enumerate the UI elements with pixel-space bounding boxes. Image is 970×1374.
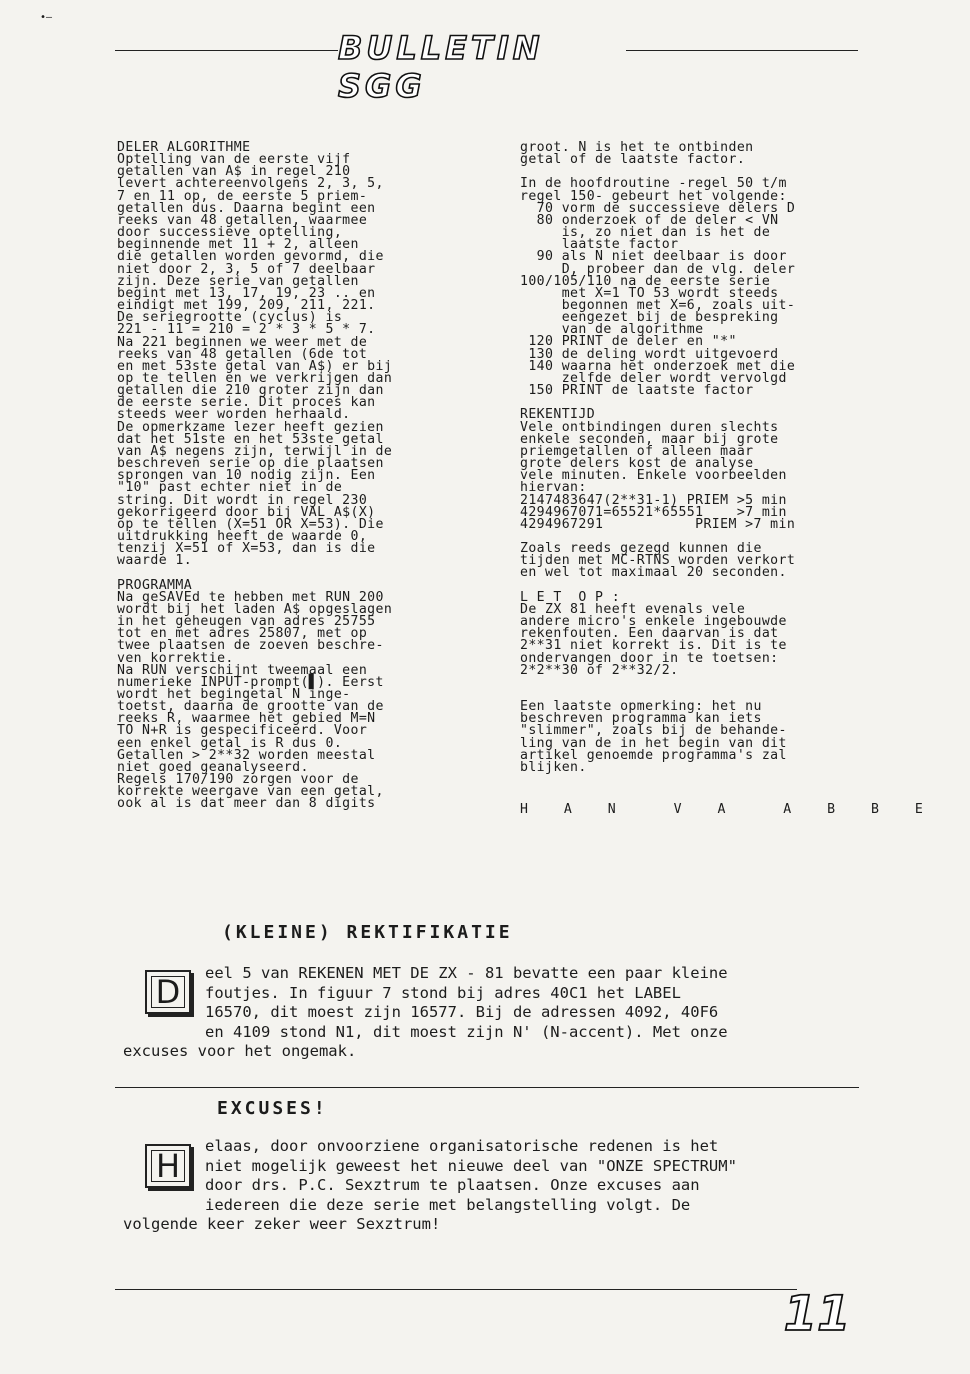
text-line: 2**31 niet korrekt is. Dit is te	[520, 638, 787, 654]
spacer	[520, 774, 875, 804]
text-line: 80 onderzoek of de deler < VN	[520, 212, 779, 228]
text-line: L E T O P :	[520, 589, 621, 605]
rektifikatie-line: foutjes. In figuur 7 stond bij adres 40C1 het LABEL	[205, 983, 681, 1002]
text-line: is, zo niet dan is het de	[520, 225, 771, 241]
text-line: tenzij X=51 of X=53, dan is die	[117, 541, 376, 557]
text-line: ondervangen door in te toetsen:	[520, 650, 779, 666]
text-line: numerieke INPUT-prompt(▋). Eerst	[117, 674, 384, 690]
text-line: beschreven serie op die plaatsen	[117, 456, 384, 472]
text-line: In de hoofdroutine -regel 50 t/m	[520, 176, 787, 192]
text-line: De seriegrootte (cyclus) is	[117, 310, 343, 326]
text-line: 150 PRINT de laatste factor	[520, 383, 754, 399]
section-divider	[115, 1087, 859, 1088]
text-line: levert achtereenvolgens 2, 3, 5,	[117, 176, 384, 192]
text-line: een enkel getal is R dus 0.	[117, 735, 343, 751]
text-line: Na 221 beginnen we weer met de	[117, 334, 368, 350]
text-line: 100/105/110 na de eerste serie	[520, 273, 771, 289]
text-line: blijken.	[520, 759, 587, 775]
left-article-column	[117, 142, 472, 811]
text-line: begint met 13, 17, 19, 23 .. en	[117, 285, 376, 301]
text-line: ook al is dat meer dan 8 digits	[117, 796, 376, 812]
text-line: Na geSAVEd te hebben met RUN 200	[117, 589, 384, 605]
text-line: reeks van 48 getallen (6de tot	[117, 346, 368, 362]
text-line: ven korrektie.	[117, 650, 234, 666]
text-line: niet door 2, 3, 5 of 7 deelbaar	[117, 261, 376, 277]
text-line: eindigt met 199, 209, 211, 221.	[117, 298, 376, 314]
excuses-body	[123, 1137, 737, 1235]
rektifikatie-line: en 4109 stond N1, dit moest zijn N' (N-accent). Met onze	[205, 1022, 728, 1041]
excuses-line: iedereen die deze serie met belangstelling volgt. De	[205, 1195, 691, 1214]
text-line	[520, 677, 875, 689]
text-line: Vele ontbindingen duren slechts	[520, 419, 779, 435]
text-line: ling van de in het begin van dit	[520, 735, 787, 751]
text-line: en met 53ste getal van A$) er bij	[117, 358, 393, 374]
rektifikatie-line: excuses voor het ongemak.	[123, 1042, 357, 1060]
text-line: de eerste serie. Dit proces kan	[117, 395, 376, 411]
text-line: enkele seconden, maar bij grote	[520, 431, 779, 447]
text-line: hiervan:	[520, 480, 587, 496]
excuses-line: volgende keer zeker weer Sexztrum!	[123, 1215, 441, 1233]
text-line: string. Dit wordt in regel 230	[117, 492, 368, 508]
text-line: toetst, daarna de grootte van de	[117, 699, 384, 715]
text-line: eengezet bij de bespreking	[520, 310, 779, 326]
text-line: van A$ negens zijn, terwijl in de	[117, 443, 393, 459]
text-line: getallen van A$ in regel 210	[117, 164, 351, 180]
text-line: sprongen van 10 nodig zijn. Een	[117, 468, 376, 484]
text-line: beginnende met 11 + 2, alleen	[117, 237, 359, 253]
text-line: 2147483647(2**31-1) PRIEM >5 min	[520, 492, 787, 508]
author-signature: H A N V A A B B E	[520, 802, 937, 818]
text-line: 7 en 11 op, de eerste 5 priem-	[117, 188, 368, 204]
masthead-rule-left	[115, 50, 338, 51]
text-line: twee plaatsen de zoeven beschre-	[117, 638, 384, 654]
text-line: 90 als N niet deelbaar is door	[520, 249, 787, 265]
excuses-line: niet mogelijk geweest het nieuwe deel van "ONZE SPECTRUM"	[205, 1156, 737, 1175]
text-line: in het geheugen van adres 25755	[117, 614, 376, 630]
text-line: wordt het begingetal N inge-	[117, 687, 351, 703]
right-article-column	[520, 140, 937, 818]
masthead-rule-right	[626, 50, 858, 51]
text-line: vele minuten. Enkele voorbeelden	[520, 468, 787, 484]
text-line: priemgetallen of alleen maar	[520, 443, 754, 459]
rektifikatie-body	[123, 964, 728, 1062]
text-line: TO N+R is gespecificeerd. Voor	[117, 723, 368, 739]
text-line: De opmerkzame lezer heeft gezien	[117, 419, 384, 435]
text-line: laatste factor	[520, 237, 679, 253]
text-line: op te tellen (X=51 OR X=53). Die	[117, 516, 384, 532]
text-line: steeds weer worden herhaald.	[117, 407, 351, 423]
text-line: 130 de deling wordt uitgevoerd	[520, 346, 779, 362]
text-line: Een laatste opmerking: het nu	[520, 699, 762, 715]
text-line: tijden met MC-RTNS worden verkort	[520, 553, 796, 569]
text-line: reeks van 48 getallen, waarmee	[117, 212, 368, 228]
text-line: beschreven programma kan iets	[520, 711, 762, 727]
footer-rule	[115, 1289, 797, 1290]
text-line: Regels 170/190 zorgen voor de	[117, 772, 359, 788]
dropcap-d: D	[145, 970, 191, 1014]
text-line: "10" past echter niet in de	[117, 480, 343, 496]
text-line: 4294967071=65521*65551 >7 min	[520, 504, 787, 520]
text-line: tot en met adres 25807, met op	[117, 626, 368, 642]
text-line: Getallen > 2**32 worden meestal	[117, 747, 376, 763]
page-number: 11	[783, 1286, 851, 1342]
rektifikatie-line: 16570, dit moest zijn 16577. Bij de adressen 4092, 40F6	[205, 1003, 719, 1021]
text-line: op te tellen en we verkrijgen dan	[117, 370, 393, 386]
text-line: artikel genoemde programma's zal	[520, 747, 787, 763]
text-line: en wel tot maximaal 20 seconden.	[520, 565, 787, 581]
text-line: van de algorithme	[520, 322, 704, 338]
rektifikatie-line: eel 5 van REKENEN MET DE ZX - 81 bevatte een paar kleine	[205, 964, 728, 982]
excuses-title: EXCUSES!	[217, 1098, 328, 1119]
text-line: getal of de laatste factor.	[520, 152, 746, 168]
text-line: 4294967291 PRIEM >7 min	[520, 516, 796, 532]
text-line: regel 150- gebeurt het volgende:	[520, 188, 787, 204]
text-line: 120 PRINT de deler en "*"	[520, 334, 737, 350]
text-line: PROGRAMMA	[117, 577, 193, 593]
text-line: De ZX 81 heeft evenals vele	[520, 601, 746, 617]
corner-mark: •—	[40, 12, 53, 23]
text-line: grote delers kost de analyse	[520, 456, 754, 472]
masthead-title: BULLETIN SGG	[338, 46, 626, 88]
text-line: wordt bij het laden A$ opgeslagen	[117, 601, 393, 617]
text-line: groot. N is het te ontbinden	[520, 140, 754, 155]
text-line: die getallen worden gevormd, die	[117, 249, 384, 265]
text-line: 221 - 11 = 210 = 2 * 3 * 5 * 7.	[117, 322, 376, 338]
text-line: rekenfouten. Een daarvan is dat	[520, 626, 779, 642]
rektifikatie-title: (KLEINE) REKTIFIKATIE	[222, 922, 513, 943]
text-line: dat het 51ste en het 53ste getal	[117, 431, 384, 447]
text-line: getallen dus. Daarna begint een	[117, 200, 376, 216]
dropcap-h: H	[145, 1144, 191, 1188]
text-line: "slimmer", zoals bij de behande-	[520, 723, 787, 739]
text-line: andere micro's enkele ingebouwde	[520, 614, 787, 630]
text-line: 2*2**30 of 2**32/2.	[520, 662, 679, 678]
text-line: getallen die 210 groter zijn dan	[117, 383, 384, 399]
text-line: zelfde deler wordt vervolgd	[520, 370, 787, 386]
text-line: korrekte weergave van een getal,	[117, 784, 384, 800]
text-line: zijn. Deze serie van getallen	[117, 273, 359, 289]
text-line: door successieve optelling,	[117, 225, 343, 241]
text-line: Na RUN verschijnt tweemaal een	[117, 662, 368, 678]
text-line: begonnen met X=6, zoals uit-	[520, 298, 796, 314]
text-line: waarde 1.	[117, 553, 193, 569]
text-line: REKENTIJD	[520, 407, 596, 423]
text-line: DELER ALGORITHME	[117, 140, 251, 155]
text-line: Optelling van de eerste vijf	[117, 152, 351, 168]
text-line: niet goed geanalyseerd.	[117, 759, 309, 775]
text-line: Zoals reeds gezegd kunnen die	[520, 541, 762, 557]
text-line: reeks R, waarmee het gebied M=N	[117, 711, 376, 727]
excuses-line: door drs. P.C. Sexztrum te plaatsen. Onze excuses aan	[205, 1176, 700, 1194]
text-line: uitdrukking heeft de waarde 0,	[117, 529, 368, 544]
text-line: met X=1 TO 53 wordt steeds	[520, 285, 779, 301]
text-line: 70 vorm de successieve delers D	[520, 200, 796, 216]
text-line: 140 waarna het onderzoek met die	[520, 358, 796, 374]
text-line: D, probeer dan de vlg. deler	[520, 261, 796, 277]
excuses-line: elaas, door onvoorziene organisatorische redenen is het	[205, 1137, 719, 1155]
text-line: gekorrigeerd door bij VAL A$(X)	[117, 504, 376, 520]
